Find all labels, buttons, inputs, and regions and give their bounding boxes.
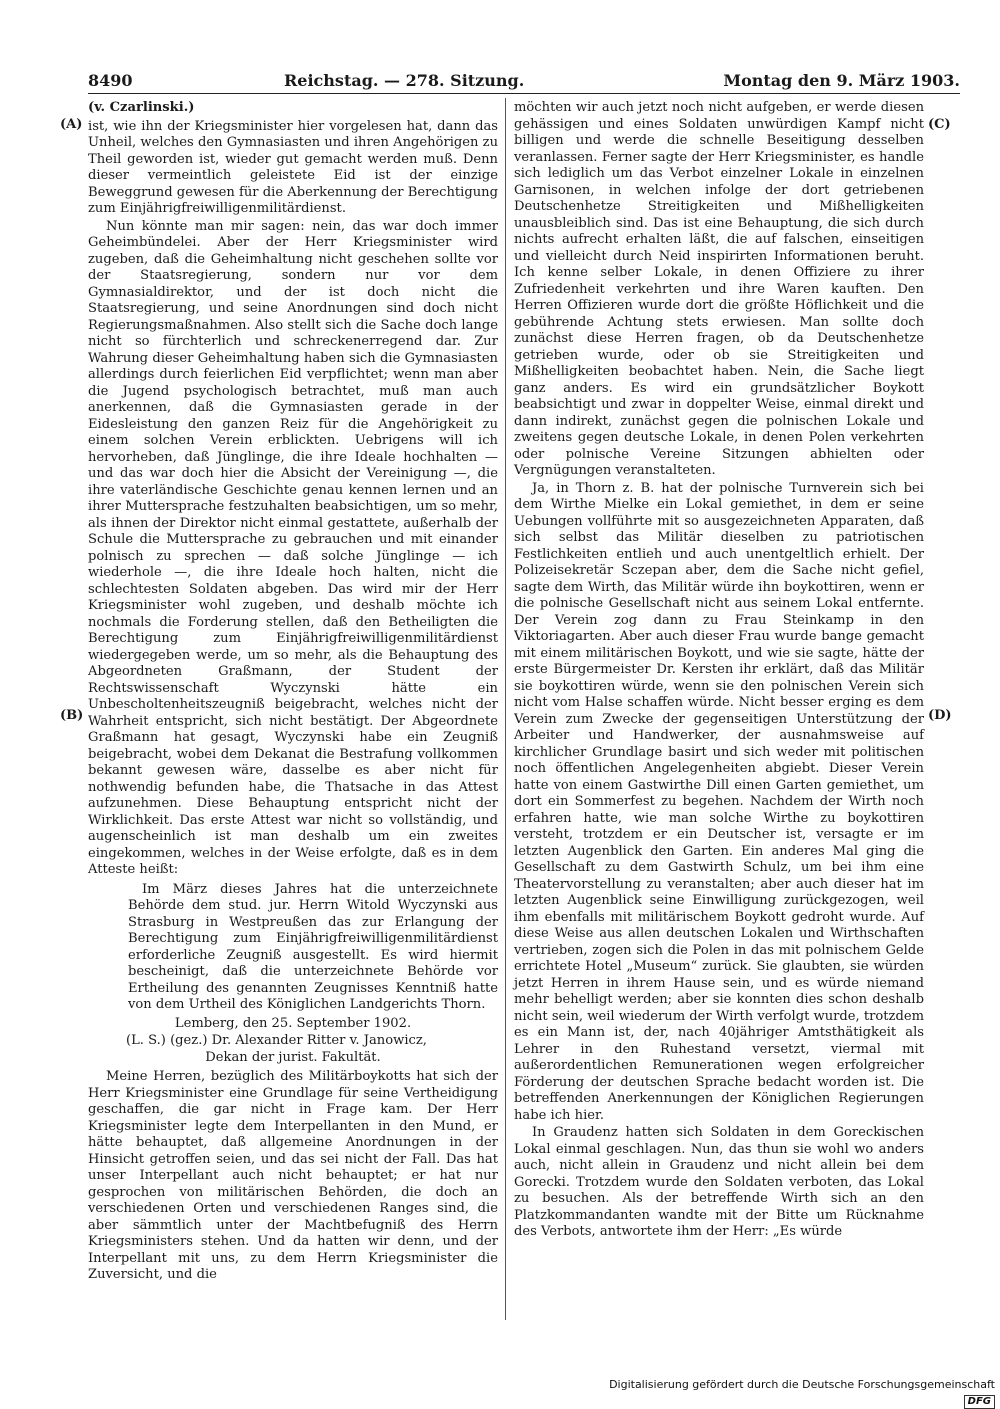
certificate-signatory-title: Dekan der jurist. Fakultät. — [205, 1049, 381, 1065]
margin-marker-c: (C) — [928, 117, 951, 132]
certificate-place-date: Lemberg, den 25. September 1902. — [174, 1015, 412, 1031]
speaker-label: (v. Czarlinski.) — [88, 100, 195, 115]
margin-marker-d: (D) — [928, 708, 952, 723]
page-number: 8490 — [88, 71, 133, 90]
left-column — [88, 100, 498, 1284]
page-header — [88, 70, 960, 92]
margin-marker-a: (A) — [60, 117, 83, 132]
paragraph: ist, wie ihn der Kriegsminister hier vorgelesen hat, dann das Unheil, welches den Gymnasiasten und ihren Angehörigen zu Theil geworden ist, wieder gut gemacht werden muß. Denn dieser vermeintlich geleistete Eid ist der einzige Beweggrund gewesen für die Aberkennung der Berechtigung zum Einjährigfreiwilligenmilitärdienst. — [88, 118, 498, 216]
quoted-certificate: Im März dieses Jahres hat die unterzeichnete Behörde dem stud. jur. Herrn Witold Wyczynski aus Strasburg in Westpreußen das zur Erlangung der Berechtigung zum Einjährigfreiwilligenmilitärdienst erforderliche Zeugniß ausgestellt. Es wird hiermit bescheinigt, daß die unterzeichnete Behörde vor Ertheilung des genannten Zeugnisses Kenntniß hatte von dem Urtheil des Königlichen Landgerichts Thorn. — [128, 881, 498, 1012]
paragraph: möchten wir auch jetzt noch nicht aufgeben, er werde diesen gehässigen und eines Soldaten unwürdigen Kampf nicht billigen und werde die schnelle Beseitigung desselben veranlassen. Ferner sagte der Herr Kriegsminister, es handle sich lediglich um das Verbot einzelner Lokale in einzelnen Garnisonen, in welchen infolge der dort getriebenen Deutschenhetze Streitigkeiten und Mißhelligkeiten unausbleiblich sind. Das ist eine Behauptung, die sich durch nichts aufrecht erhalten läßt, die auf falschen, einseitigen und vielleicht durch Neid inspirirten Informationen beruht. Ich kenne selber Lokale, in denen Offiziere zu ihrer Zufriedenheit verkehrten und ihre Waren kauften. Den Herren Offizieren wurde dort die größte Höflichkeit und die gebührende Achtung stets erwiesen. Man sollte doch zunächst diese Herren fragen, ob da Deutschenhetze getrieben wurde, oder ob sie Streitigkeiten und Mißhelligkeiten beobachtet haben. Nein, die Sache liegt ganz anders. Es wird ein grundsätzlicher Boykott beabsichtigt und zwar in doppelter Weise, einmal direkt und dann indirekt, zunächst gegen die polnischen Lokale und zweitens gegen deutsche Lokale, in denen Polen verkehrten oder polnische Vereine Sitzungen abhielten oder Vergnügungen veranstalteten. — [514, 100, 924, 478]
certificate-signature: (L. S.) (gez.) Dr. Alexander Ritter v. Janowicz, — [126, 1033, 427, 1048]
column-divider — [505, 98, 506, 1320]
footer-text: Digitalisierung gefördert durch die Deutsche Forschungsgemeinschaft — [609, 1378, 995, 1391]
right-column — [514, 100, 924, 1241]
paragraph: Meine Herren, bezüglich des Militärboykotts hat sich der Herr Kriegsminister eine Grundlage für seine Vertheidigung geschaffen, die gar nicht in Frage kam. Der Herr Kriegsminister legte dem Interpellanten in den Mund, er hätte behauptet, daß allgemeine Anordnungen in der Hinsicht getroffen seien, und das sei nicht der Fall. Das hat unser Interpellant auch nicht behauptet; er hat nur gesprochen von militärischen Behörden, die doch an verschiedenen Orten und verschiedenen Ranges sind, die aber sämmtlich unter der Machtbefugniß des Herrn Kriegsministers stehen. Und da hatten wir denn, und der Interpellant mit uns, zu dem Herrn Kriegsminister die Zuversicht, und die — [88, 1069, 498, 1282]
session-title: Reichstag. — 278. Sitzung. — [284, 71, 525, 90]
dfg-logo-icon: DFG — [964, 1395, 995, 1409]
paragraph: Nun könnte man mir sagen: nein, das war doch immer Geheimbündelei. Aber der Herr Kriegsminister wird zugeben, daß die Geheimhaltung nicht geschehen sollte vor der Staatsregierung, sondern nur vor dem Gymnasialdirektor, und der ist doch nicht die Staatsregierung, und seine Anordnungen sind doch nicht Regierungsmaßnahmen. Also stellt sich die Sache doch lange nicht so fürchterlich und schreckenerregend dar. Zur Wahrung dieser Geheimhaltung haben sich die Gymnasiasten allerdings durch feierlichen Eid verpflichtet; wenn man aber die Jugend psychologisch betrachtet, muß man auch anerkennen, daß die Gymnasiasten gerade in der Eidesleistung den ganzen Reiz für die Angehörigkeit zu einem solchen Verein erblickten. Uebrigens will ich hervorheben, daß Jünglinge, die ihre Ideale hochhalten — und das war doch hier die Absicht der Vereinigung —, die ihre vaterländische Geschichte genau kennen lernen und an ihrer Muttersprache festzuhalten beabsichtigen, um so mehr, als ihnen der Direktor nicht einmal gestattete, außerhalb der Schule die Muttersprache zu gebrauchen und mit einander polnisch zu sprechen — daß solche Jünglinge — ich wiederhole —, die ihre Ideale hoch halten, nicht die schlechtesten Soldaten abgeben. Das wird mir der Herr Kriegsminister wohl zugeben, und deshalb möchte ich nochmals die Forderung stellen, daß den Betheiligten die Berechtigung zum Einjährigfreiwilligenmilitärdienst wiedergegeben werde, um so mehr, als die Behauptung des Abgeordneten Graßmann, der Student der Rechtswissenschaft Wyczynski hätte ein Unbescholtenheitszeugniß beigebracht, welches nicht der Wahrheit entspricht, sich nicht bestätigt. Der Abgeordnete Graßmann hat gesagt, Wyczynski habe ein Zeugniß beigebracht, wobei dem Dekanat die Bestrafung vollkommen bekannt gewesen wäre, dasselbe es aber nicht für nothwendig befunden habe, die Thatsache in das Attest aufzunehmen. Diese Behauptung entspricht nicht der Wirklichkeit. Das erste Attest war nicht so vollständig, und augenscheinlich ist man deshalb um ein zweites eingekommen, welches in der Weise erfolgte, daß es in dem Atteste heißt: — [88, 218, 498, 877]
header-rule — [88, 93, 960, 94]
paragraph: In Graudenz hatten sich Soldaten in dem Goreckischen Lokal einmal geschlagen. Nun, das thun sie wohl wo anders auch, nicht allein in Graudenz und nicht allein bei dem Gorecki. Trotzdem wurde den Soldaten verboten, das Lokal zu besuchen. Als der betreffende Wirth sich an den Platzkommandanten wandte mit der Bitte um Rücknahme des Verbots, antwortete ihm der Herr: „Es würde — [514, 1125, 924, 1239]
paragraph: Ja, in Thorn z. B. hat der polnische Turnverein sich bei dem Wirthe Mielke ein Lokal gemiethet, in dem er seine Uebungen vollführte mit so ausgezeichneten Apparaten, daß sich selbst das Militär dieselben zu patriotischen Festlichkeiten entlieh und auch unentgeltlich erhielt. Der Polizeisekretär Sczepan aber, dem die Sache nicht gefiel, sagte dem Wirth, das Militär würde ihn boykottiren, wenn er die polnische Gesellschaft nicht aus seinem Lokal entfernte. Der Verein zog dann zu Frau Steinkamp in den Viktoriagarten. Aber auch dieser Frau wurde bange gemacht mit einem militärischen Boykott, und wie sie sagte, hätte der erste Bürgermeister Dr. Kersten ihr erklärt, daß das Militär sie boykottiren würde, wenn sie den polnischen Verein sich nicht vom Halse schaffen würde. Nicht besser erging es dem Verein zum Zwecke der gegenseitigen Unterstützung der Arbeiter und Handwerker, der ausnahmsweise auf kirchlicher Grundlage basirt und sich weder mit politischen noch öffentlichen Angelegenheiten abgiebt. Dieser Verein hatte von einem Gastwirthe Dill einen Garten gemiethet, um dort ein Sommerfest zu begehen. Nachdem der Wirth noch erfahren hatte, wie man solche Wirthe zu boykottiren versteht, trotzdem er ein Deutscher ist, versagte er im letzten Augenblick den Garten. Ein anderes Mal ging die Gesellschaft zu dem Gastwirth Schulz, um bei ihm eine Theatervorstellung zu veranstalten; aber auch dieser hat im letzten Augenblick seine Einwilligung zurückgezogen, weil ihm ebenfalls mit militärischem Boykott gedroht wurde. Auf diese Weise aus allen deutschen Lokalen und Wirthschaften vertrieben, zogen sich die Polen in das mit polnischem Gelde errichtete Hotel „Museum“ zurück. Sie glaubten, sie würden jetzt Herren in ihrem Hause sein, und es würde niemand mehr behelligt werden; aber sie konnten dies schon deshalb nicht sein, weil wiederum der Wirth verfolgt wurde, trotzdem es ein Mann ist, der, nach 40jähriger Amtsthätigkeit als Lehrer in den Ruhestand versetzt, viermal mit außerordentlichen Remunerationen wegen erfolgreicher Förderung der deutschen Sprache bedacht worden ist. Die betreffenden Anerkennungen der Königlichen Regierungen habe ich hier. — [514, 480, 924, 1123]
margin-marker-b: (B) — [60, 708, 84, 723]
session-date: Montag den 9. März 1903. — [723, 71, 960, 90]
digitization-footer — [600, 1377, 995, 1407]
